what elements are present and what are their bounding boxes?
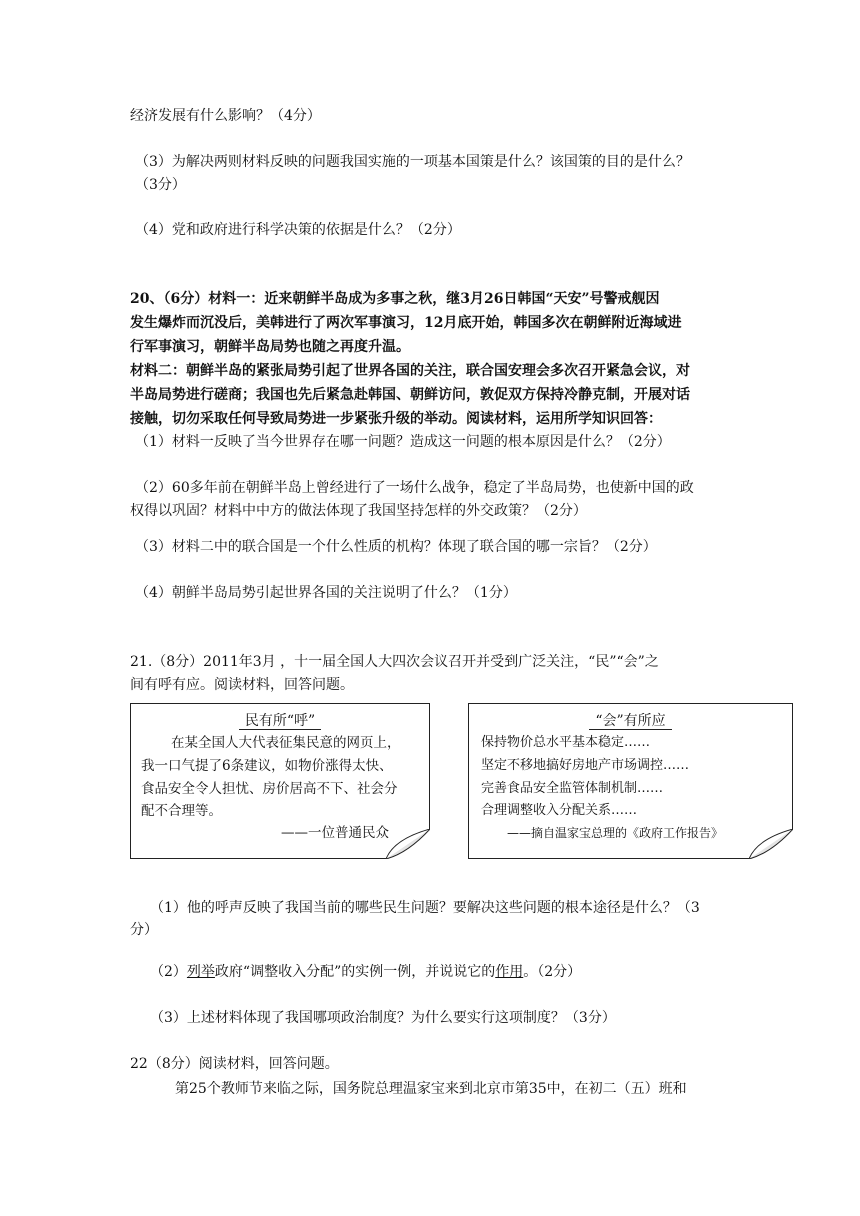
q20-material2-line2: 半岛局势进行磋商；我国也先后紧急赴韩国、朝鲜访问，敦促双方保持冷静克制，开展对话 bbox=[130, 387, 690, 403]
q20-material1-label: 材料一： bbox=[208, 291, 265, 307]
q20-material2-text1: 朝鲜半岛的紧张局势引起了世界各国的关注，联合国安理会多次召开紧急会议，对 bbox=[186, 363, 690, 379]
right-box-line: 完善食品安全监管体制机制…… bbox=[481, 781, 664, 796]
q22-stem: 22（8分）阅读材料，回答问题。 bbox=[130, 1056, 339, 1072]
q19-part4: （4）党和政府进行科学决策的依据是什么？（2分） bbox=[135, 222, 461, 238]
q20-part3: （3）材料二中的联合国是一个什么性质的机构？体现了联合国的哪一宗旨？（2分） bbox=[135, 539, 657, 555]
right-quote-box bbox=[468, 703, 793, 859]
q20-material2-line3: 接触，切勿采取任何导致局势进一步紧张升级的举动。阅读材料，运用所学知识回答： bbox=[130, 411, 662, 427]
q20-part2-line2: 权得以巩固？材料中中方的做法体现了我国坚持怎样的外交政策？（2分） bbox=[130, 503, 587, 519]
q19-tail: 经济发展有什么影响？（4分） bbox=[130, 108, 321, 124]
q20-material1-line2: 发生爆炸而沉没后，美韩进行了两次军事演习，12月底开始，韩国多次在朝鲜附近海域进 bbox=[130, 315, 682, 331]
q20-part4: （4）朝鲜半岛局势引起世界各国的关注说明了什么？（1分） bbox=[135, 585, 517, 601]
q19-part3-line1: （3）为解决两则材料反映的问题我国实施的一项基本国策是什么？该国策的目的是什么？ bbox=[135, 154, 690, 170]
q20-material1-text1: 近来朝鲜半岛成为多事之秋，继3月26日韩国“天安”号警戒舰因 bbox=[264, 291, 660, 307]
q21-part2-prefix: （2） bbox=[150, 964, 187, 980]
q21-part2-underlined-2: 作用 bbox=[495, 964, 524, 980]
left-box-line: 我一口气提了6条建议，如物价涨得太快、 bbox=[141, 758, 393, 774]
left-box-title: 民有所“呼” bbox=[131, 710, 429, 730]
q21-part1-line2: 分） bbox=[130, 922, 158, 938]
left-box-line: 食品安全令人担忧、房价居高不下、社会分 bbox=[141, 781, 398, 797]
right-box-line: 合理调整收入分配关系…… bbox=[481, 803, 638, 818]
left-box-signature: ——一位普通民众 bbox=[281, 825, 389, 841]
q22-material-line1: 第25个教师节来临之际，国务院总理温家宝来到北京市第35中，在初二（五）班和 bbox=[175, 1081, 687, 1097]
q19-part3-line2: （3分） bbox=[135, 177, 186, 193]
left-box-line: 在某全国人大代表征集民意的网页上， bbox=[171, 735, 401, 751]
left-quote-box bbox=[130, 703, 430, 859]
q21-part3: （3）上述材料体现了我国哪项政治制度？为什么要实行这项制度？（3分） bbox=[150, 1010, 616, 1026]
left-box-line: 配不合理等。 bbox=[141, 803, 222, 819]
q20-material2-line1 bbox=[130, 361, 690, 381]
q20-part2-line1: （2）60多年前在朝鲜半岛上曾经进行了一场什么战争，稳定了半岛局势，也使新中国的政 bbox=[135, 480, 694, 496]
q21-part2 bbox=[150, 962, 581, 982]
q21-part2-underlined-1: 列举 bbox=[186, 964, 215, 980]
right-box-line: 保持物价总水平基本稳定…… bbox=[481, 735, 651, 750]
page-curl-icon bbox=[386, 829, 430, 859]
q20-number: 20、（6分） bbox=[130, 291, 209, 307]
q21-stem-line1: 21.（8分）2011年3月 ，十一届全国人大四次会议召开并受到广泛关注，“民”“会”之 bbox=[130, 654, 659, 670]
right-box-title: “会”有所应 bbox=[469, 710, 792, 730]
page-curl-icon bbox=[749, 829, 793, 859]
q21-part2-middle: 政府“调整收入分配”的实例一例，并说说它的 bbox=[214, 964, 496, 980]
right-box-line: 坚定不移地搞好房地产市场调控…… bbox=[481, 758, 690, 773]
right-box-signature: ——摘自温家宝总理的《政府工作报告》 bbox=[507, 826, 724, 840]
q20-material1-line1 bbox=[130, 289, 660, 309]
q20-part1: （1）材料一反映了当今世界存在哪一问题？造成这一问题的根本原因是什么？（2分） bbox=[135, 434, 671, 450]
q20-material1-line3: 行军事演习，朝鲜半岛局势也随之再度升温。 bbox=[130, 339, 410, 355]
q21-stem-line2: 间有呼有应。阅读材料，回答问题。 bbox=[130, 677, 354, 693]
q21-part1-line1: （1）他的呼声反映了我国当前的哪些民生问题？要解决这些问题的根本途径是什么？（3 bbox=[150, 900, 700, 916]
q21-part2-suffix: 。（2分） bbox=[523, 964, 582, 980]
q20-material2-label: 材料二： bbox=[130, 363, 186, 379]
